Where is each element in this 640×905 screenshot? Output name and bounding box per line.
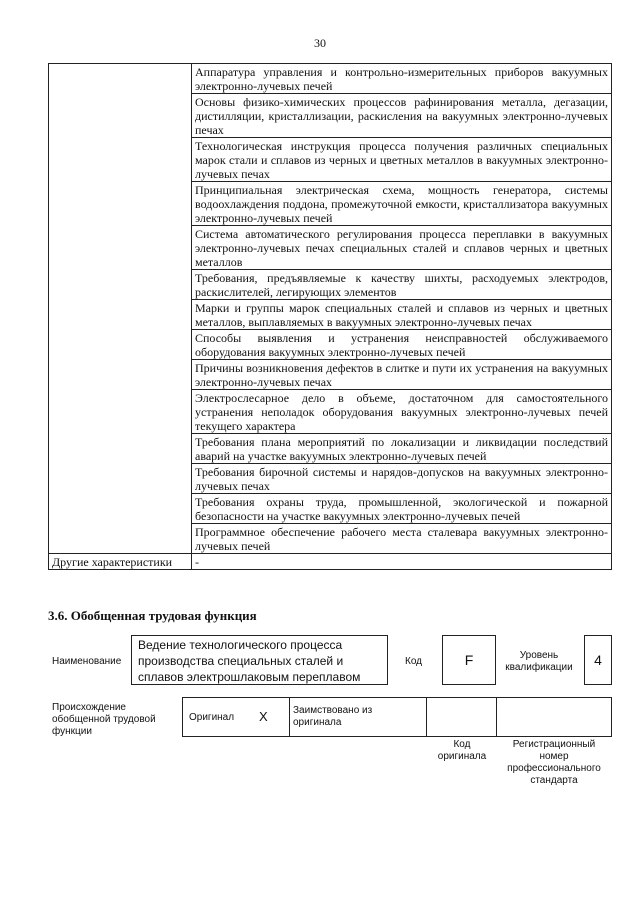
origin-divider-1 <box>289 698 290 736</box>
page-number: 30 <box>314 36 326 50</box>
section-title: 3.6. Обобщенная трудовая функция <box>48 608 257 623</box>
name-label: Наименование <box>52 656 122 667</box>
origin-label: Происхождение обобщенной трудовой функции <box>52 702 156 737</box>
requirement-item: Марки и группы марок специальных сталей и сплавов из черных и цветных металлов, выплавляемых в вакуумных электронно-лучевых печах <box>192 300 612 330</box>
original-mark: X <box>259 709 268 724</box>
original-label: Оригинал <box>189 712 235 723</box>
level-value: 4 <box>584 635 612 685</box>
requirement-item: Основы физико-химических процессов рафинирования металла, дегазации, дистилляции, кристаллизации, раскисления на вакуумных электронно-лучевых печах <box>192 94 612 138</box>
other-characteristics-value: - <box>192 554 612 570</box>
name-value: Ведение технологического процесса производства специальных сталей и сплавов электрошлаковым переплавом <box>131 635 388 685</box>
borrowed-label: Заимствовано из оригинала <box>293 705 373 728</box>
origin-table <box>182 697 612 737</box>
table-row-other <box>49 554 612 570</box>
requirement-item: Аппаратура управления и контрольно-измерительных приборов вакуумных электронно-лучевых печей <box>192 64 612 94</box>
other-characteristics-label: Другие характеристики <box>49 554 192 570</box>
registration-number-label: Регистрационный номер профессионального стандарта <box>507 739 601 786</box>
origin-divider-2 <box>426 698 427 736</box>
code-original-label: Код оригинала <box>437 739 487 762</box>
table-row <box>49 64 612 94</box>
requirement-item: Требования, предъявляемые к качеству шихты, расходуемых электродов, раскислителей, легирующих элементов <box>192 270 612 300</box>
left-empty-cell <box>49 64 192 554</box>
requirement-item: Причины возникновения дефектов в слитке и пути их устранения на вакуумных электронно-лучевых печах <box>192 360 612 390</box>
origin-divider-3 <box>496 698 497 736</box>
requirement-item: Система автоматического регулирования процесса переплавки в вакуумных электронно-лучевых печах специальных сталей и сплавов черных и цветных металлов <box>192 226 612 270</box>
code-value: F <box>442 635 496 685</box>
requirements-table <box>48 63 612 570</box>
requirement-item: Требования бирочной системы и нарядов-допусков на вакуумных электронно-лучевых печах <box>192 464 612 494</box>
level-label: Уровень квалификации <box>505 650 573 673</box>
requirement-item: Технологическая инструкция процесса получения различных специальных марок стали и сплавов из черных и цветных металлов в вакуумных электронно-лучевых печах <box>192 138 612 182</box>
requirement-item: Требования охраны труда, промышленной, экологической и пожарной безопасности на участке вакуумных электронно-лучевых печей <box>192 494 612 524</box>
requirement-item: Способы выявления и устранения неисправностей обслуживаемого оборудования вакуумных электронно-лучевых печей <box>192 330 612 360</box>
requirement-item: Требования плана мероприятий по локализации и ликвидации последствий аварий на участке вакуумных электронно-лучевых печей <box>192 434 612 464</box>
requirement-item: Электрослесарное дело в объеме, достаточном для самостоятельного устранения неполадок оборудования вакуумных электронно-лучевых печей текущего характера <box>192 390 612 434</box>
requirement-item: Принципиальная электрическая схема, мощность генератора, системы водоохлаждения поддона, промежуточной емкости, кристаллизатора вакуумных электронно-лучевых печей <box>192 182 612 226</box>
code-label: Код <box>405 656 423 667</box>
requirement-item: Программное обеспечение рабочего места сталевара вакуумных электронно-лучевых печей <box>192 524 612 554</box>
